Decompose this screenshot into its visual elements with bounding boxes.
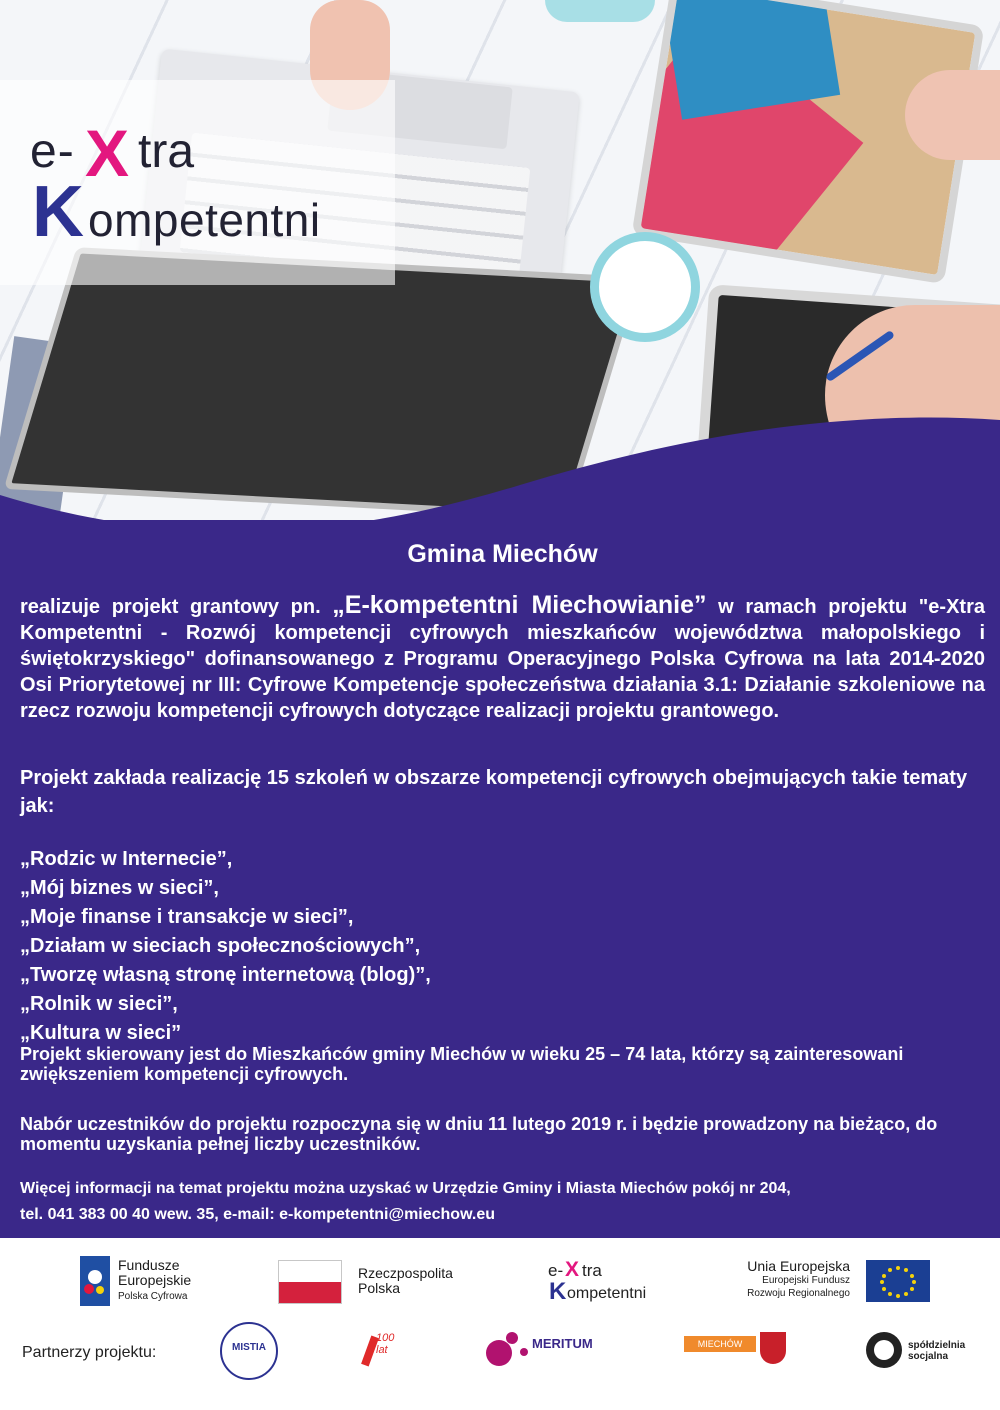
recruitment-paragraph: Nabór uczestników do projektu rozpoczyna się w dniu 11 lutego 2019 r. i będzie prowadzony na bieżąco, do momentu uzyskania pełnej liczby uczestników. [20, 1114, 938, 1154]
list-item: „Rodzic w Internecie”, [20, 848, 233, 870]
intro-rest: w ramach projektu "e-Xtra Kompetentni - Rozwój kompetencji cyfrowych mieszkańców województwa małopolskiego i świętokrzyskiego" dofinansowanego z Programu Operacyjnego Polska Cyfrowa na lata 2014-2020 Osi Priorytetowej nr III: Cyfrowe Kompetencje społeczeństwa działania 3.1: Działanie szkoleniowe na rzecz rozwoju kompetencji cyfrowych dotyczące realizacji projektu grantowego. [20, 596, 985, 722]
unia-europejska-logo [720, 1258, 930, 1310]
wave-divider [0, 400, 1000, 530]
cup-illustration [590, 232, 700, 342]
list-item: „Działam w sieciach społecznościowych”, [20, 935, 421, 957]
logo-part: K [32, 172, 84, 252]
polish-flag-icon [278, 1260, 342, 1304]
logo-part: K [549, 1278, 567, 1305]
list-item: „Moje finanse i transakcje w sieci”, [20, 906, 354, 928]
page-title: Gmina Miechów [407, 540, 598, 568]
target-group-paragraph: Projekt skierowany jest do Mieszkańców gminy Miechów w wieku 25 – 74 lata, którzy są zainteresowani zwiększeniem kompetencji cyfrowych. [20, 1044, 904, 1084]
extra-kompetentni-small-logo [548, 1260, 668, 1308]
miechow-logo [684, 1336, 794, 1370]
partners-label: Partnerzy projektu: [22, 1344, 157, 1361]
footer-logos [0, 1238, 1000, 1410]
fe-text [118, 1258, 191, 1306]
fundusze-europejskie-logo [80, 1256, 230, 1306]
rp-line: Rzeczpospolita [358, 1265, 453, 1281]
spoldzielnia-line: socjalna [908, 1351, 949, 1362]
meritum-logo [486, 1330, 616, 1370]
eu-flag-icon [866, 1260, 930, 1302]
logo-part: tra [582, 1261, 602, 1280]
coat-of-arms-icon [760, 1332, 786, 1364]
ue-text [747, 1258, 850, 1300]
mistia-text: MISTIA [232, 1342, 266, 1353]
intro-lead: realizuje projekt grantowy pn. [20, 596, 333, 618]
list-item: „Kultura w sieci” [20, 1022, 182, 1044]
list-item: „Tworzę własną stronę internetową (blog)”, [20, 964, 431, 986]
hundred-text: 100 lat [376, 1332, 395, 1356]
project-name: „E-kompetentni Miechowianie” [332, 591, 707, 619]
spoldzielnia-socjalna-logo [866, 1332, 976, 1372]
ue-line: Rozwoju Regionalnego [747, 1288, 850, 1299]
logo-part: tra [138, 125, 195, 178]
contact-info [20, 1176, 985, 1228]
logo-part: e- [30, 125, 75, 178]
ue-line: Unia Europejska [747, 1258, 850, 1274]
topics-list [20, 845, 985, 1048]
logo-part: e- [548, 1261, 564, 1280]
list-item: „Mój biznes w sieci”, [20, 877, 219, 899]
contact-line: tel. 041 383 00 40 wew. 35, e-mail: e-kompetentni@miechow.eu [20, 1206, 496, 1223]
spoldzielnia-line: spółdzielnia [908, 1340, 966, 1351]
hand-illustration [905, 70, 1000, 160]
fe-line: Europejskie [118, 1272, 192, 1288]
logo-part: ompetentni [567, 1285, 647, 1302]
spoldzielnia-text [908, 1340, 965, 1362]
rzeczpospolita-polska-logo [278, 1260, 478, 1304]
logo-part: ompetentni [88, 194, 321, 246]
ue-line: Europejski Fundusz [762, 1275, 850, 1286]
logo-part: X [85, 116, 130, 190]
intro-paragraph [20, 592, 985, 724]
mistia-logo [220, 1322, 278, 1380]
trainings-paragraph: Projekt zakłada realizację 15 szkoleń w obszarze kompetencji cyfrowych obejmujących takie tematy jak: [20, 767, 968, 817]
content-panel [0, 520, 1000, 1238]
cup-illustration [545, 0, 655, 22]
spoldzielnia-icon [866, 1332, 902, 1368]
rp-line: Polska [358, 1280, 401, 1296]
extra-kompetentni-logo [30, 116, 390, 262]
fe-line: Polska Cyfrowa [118, 1291, 188, 1302]
list-item: „Rolnik w sieci”, [20, 993, 178, 1015]
rp-text [358, 1266, 453, 1296]
fe-flag-icon [80, 1256, 110, 1306]
logo-part: X [565, 1258, 580, 1281]
hundred-years-logo [362, 1328, 408, 1374]
meritum-text: MERITUM [532, 1336, 593, 1351]
contact-line: Więcej informacji na temat projektu można uzyskać w Urzędzie Gminy i Miasta Miechów pokój nr 204, [20, 1180, 791, 1197]
fe-line: Fundusze [118, 1257, 180, 1273]
miechow-text: MIECHÓW [684, 1336, 756, 1352]
